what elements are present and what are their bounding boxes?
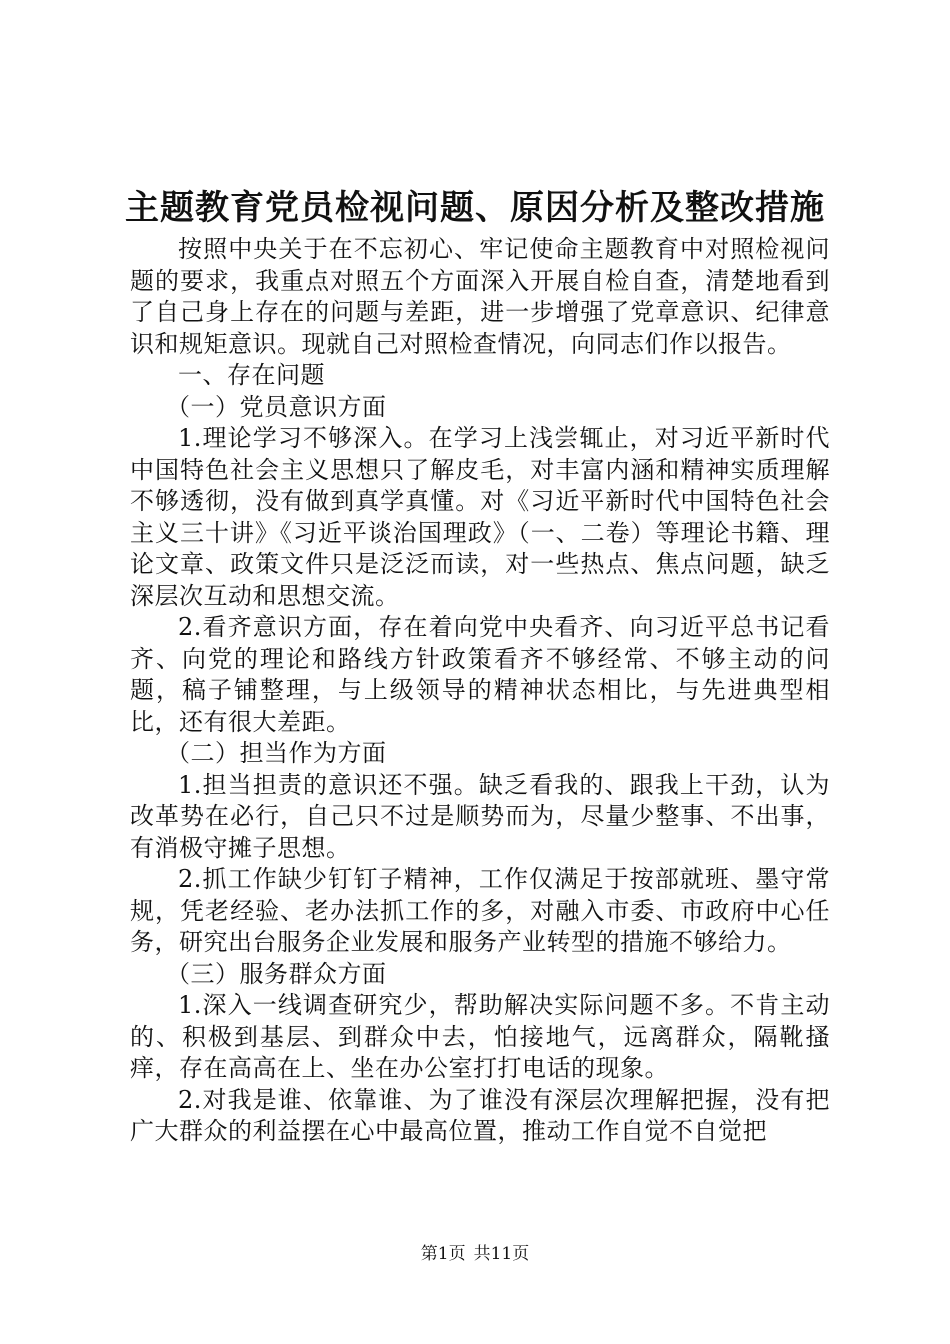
- paragraph: 2.对我是谁、依靠谁、为了谁没有深层次理解把握，没有把广大群众的利益摆在心中最高位置，推动工作自觉不自觉把: [130, 1085, 830, 1145]
- paragraph: 1.理论学习不够深入。在学习上浅尝辄止，对习近平新时代中国特色社会主义思想只了解皮毛，对丰富内涵和精神实质理解不够透彻，没有做到真学真懂。对《习近平新时代中国特色社会主义三十讲》《习近平谈治国理政》（一、二卷）等理论书籍、理论文章、政策文件只是泛泛而读，对一些热点、焦点问题，缺乏深层次互动和思想交流。: [130, 424, 830, 610]
- paragraph: 2.看齐意识方面，存在着向党中央看齐、向习近平总书记看齐、向党的理论和路线方针政策看齐不够经常、不够主动的问题，稿子铺整理，与上级领导的精神状态相比，与先进典型相比，还有很大差距。: [130, 613, 830, 736]
- paragraph: 1.深入一线调查研究少，帮助解决实际问题不多。不肯主动的、积极到基层、到群众中去，怕接地气，远离群众，隔靴搔痒，存在高高在上、坐在办公室打打电话的现象。: [130, 991, 830, 1082]
- page-total: 共11页: [473, 1244, 530, 1264]
- subsection-heading: （一）党员意识方面: [166, 392, 387, 421]
- page-number: 第1页: [420, 1244, 466, 1264]
- page-footer: [0, 1242, 950, 1266]
- paragraph: 1.担当担责的意识还不强。缺乏看我的、跟我上干劲，认为改革势在必行，自己只不过是顺势而为，尽量少整事、不出事，有消极守摊子思想。: [130, 770, 830, 862]
- section-heading: 一、存在问题: [178, 361, 325, 389]
- paragraph-intro: 按照中央关于在不忘初心、牢记使命主题教育中对照检视问题的要求，我重点对照五个方面深入开展自检自查，清楚地看到了自己身上存在的问题与差距，进一步增强了党章意识、纪律意识和规矩意识。现就自己对照检查情况，向同志们作以报告。: [130, 235, 830, 358]
- subsection-heading: （三）服务群众方面: [166, 959, 387, 988]
- paragraph: 2.抓工作缺少钉钉子精神，工作仅满足于按部就班、墨守常规，凭老经验、老办法抓工作的多，对融入市委、市政府中心任务，研究出台服务企业发展和服务产业转型的措施不够给力。: [130, 865, 830, 956]
- subsection-heading: （二）担当作为方面: [166, 739, 387, 767]
- document-body: [130, 234, 830, 1148]
- document-title: 主题教育党员检视问题、原因分析及整改措施: [125, 188, 825, 228]
